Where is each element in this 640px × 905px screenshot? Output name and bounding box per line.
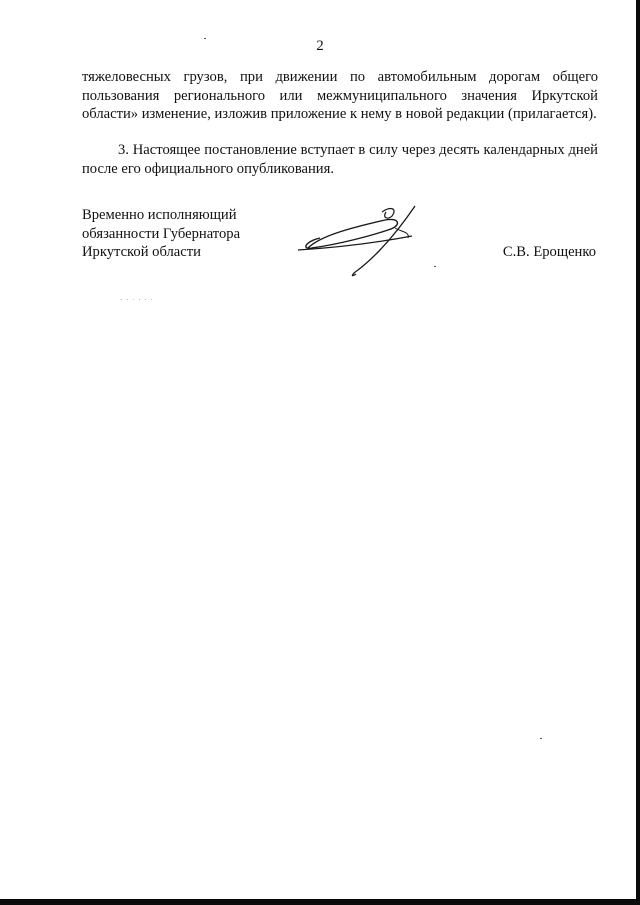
scan-speck <box>434 266 436 267</box>
scan-edge-right <box>636 0 640 905</box>
scan-speck <box>204 38 206 39</box>
scan-speckle-mark: · · · · · · <box>120 296 154 304</box>
signatory-title-line-2: обязанности Губернатора <box>82 225 241 242</box>
signatory-title-line-1: Временно исполняющий <box>82 207 237 223</box>
handwritten-signature <box>290 198 430 280</box>
signatory-title-line-3: Иркутской области <box>82 244 201 260</box>
scan-speck <box>540 738 542 739</box>
paragraph-3: 3. Настоящее постановление вступает в силу через десять календарных дней после его официального опубликования. <box>82 142 598 177</box>
signatory-title <box>82 206 240 262</box>
scan-edge-bottom <box>0 899 640 905</box>
signatory-name: С.В. Ерощенко <box>502 244 596 260</box>
paragraph-continuation: тяжеловесных грузов, при движении по автомобильным дорогам общего пользования регионального или межмуниципального значения Иркутской области» изменение, изложив приложение к нему в новой редакции (прилагается). <box>82 69 598 122</box>
page-number: 2 <box>316 38 324 54</box>
